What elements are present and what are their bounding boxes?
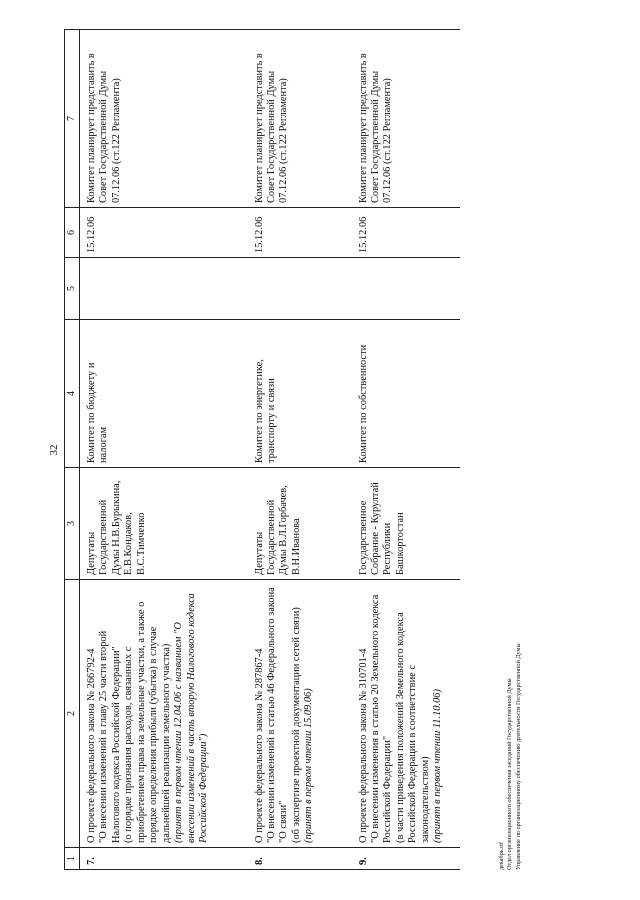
bill-quote: "О внесении изменений в главу 25 части второй Налогового кодекса Российской Федерации" [98,630,122,843]
committee-cell: Комитет по энергетике, транспорту и связи [248,320,352,468]
bill-title: О проекте федерального закона № 310701-4 [357,648,369,843]
bill-note: (принят в первом чтении 11.10.06) [432,689,444,843]
date-cell: 15.12.06 [352,208,460,258]
row-number: 7. [80,848,248,870]
footer-line: Отдел организационного обеспечения заседаний Государственной Думы [506,678,514,870]
footer-file: декабрь.rtf [498,841,505,870]
document-page [40,30,580,870]
bill-description: (в части приведения положений Земельного кодекса Российской Федерации в соответствие с законодательством) [394,612,431,843]
bill-description: (об экспертизе проектной документации сетей связи) [290,607,302,843]
author-cell: Депутаты Государственной Думы Н.В.Бурыкина, Е.В.Кондаков, В.С.Тимченко [80,468,248,580]
footer-line: Управление по организационному обеспечению деятельности Государственной Думы [514,643,522,870]
table-row [352,30,460,870]
column-header: 2 [65,580,80,848]
bill-title: О проекте федерального закона № 266792-4 [86,648,97,843]
author-cell: Депутаты Государственной Думы В.Л.Горбачев, В.Н.Иванова [248,468,352,580]
author-cell: Государственное Собрание - Курултай Республики Башкортостан [352,468,460,580]
col5-cell [248,258,352,320]
table-row [80,30,248,870]
col5-cell [80,258,248,320]
committee-cell: Комитет по собственности [352,320,460,468]
table-row [248,30,352,870]
column-header: 4 [65,320,80,468]
plan-cell: Комитет планирует представить в Совет Государственной Думы 07.12.06 (ст.122 Регламента) [248,30,352,208]
bill-description: (о порядке признания расходов, связанных с приобретением права на земельные участки, а также о порядке определения прибыли (убытка) в случае дальнейшей реализации земельного участка) [123,601,172,843]
committee-cell: Комитет по бюджету и налогам [80,320,248,468]
page-number: 32 [48,444,60,456]
column-header: 5 [65,258,80,320]
row-number: 8. [248,848,352,870]
bill-title: О проекте федерального закона № 287867-4 [253,648,265,843]
bill-note: (принят в первом чтении 12.04.06 с названием "О внесении изменений в часть вторую Налогового кодекса Российской Федерации") [173,593,210,843]
date-cell: 15.12.06 [248,208,352,258]
date-cell: 15.12.06 [80,208,248,258]
column-header: 6 [65,208,80,258]
column-header: 3 [65,468,80,580]
row-number: 9. [352,848,460,870]
bill-cell [248,580,352,848]
footer [498,643,523,870]
column-header: 7 [65,30,80,208]
bill-note: (принят в первом чтении 15.09.06) [303,688,315,843]
bill-cell [352,580,460,848]
col5-cell [352,258,460,320]
column-header: 1 [65,848,80,870]
bill-quote: "О внесении изменения в статью 20 Земельного кодекса Российской Федерации" [369,594,394,843]
bills-table [64,29,460,870]
bill-cell [80,580,248,848]
plan-cell: Комитет планирует представить в Совет Государственной Думы 07.12.06 (ст.122 Регламента) [80,30,248,208]
plan-cell: Комитет планирует представить в Совет Государственной Думы 07.12.06 (ст.122 Регламента) [352,30,460,208]
bill-quote: "О внесении изменений в статью 46 Федерального закона "О связи" [265,587,290,843]
column-number-row [65,30,80,870]
